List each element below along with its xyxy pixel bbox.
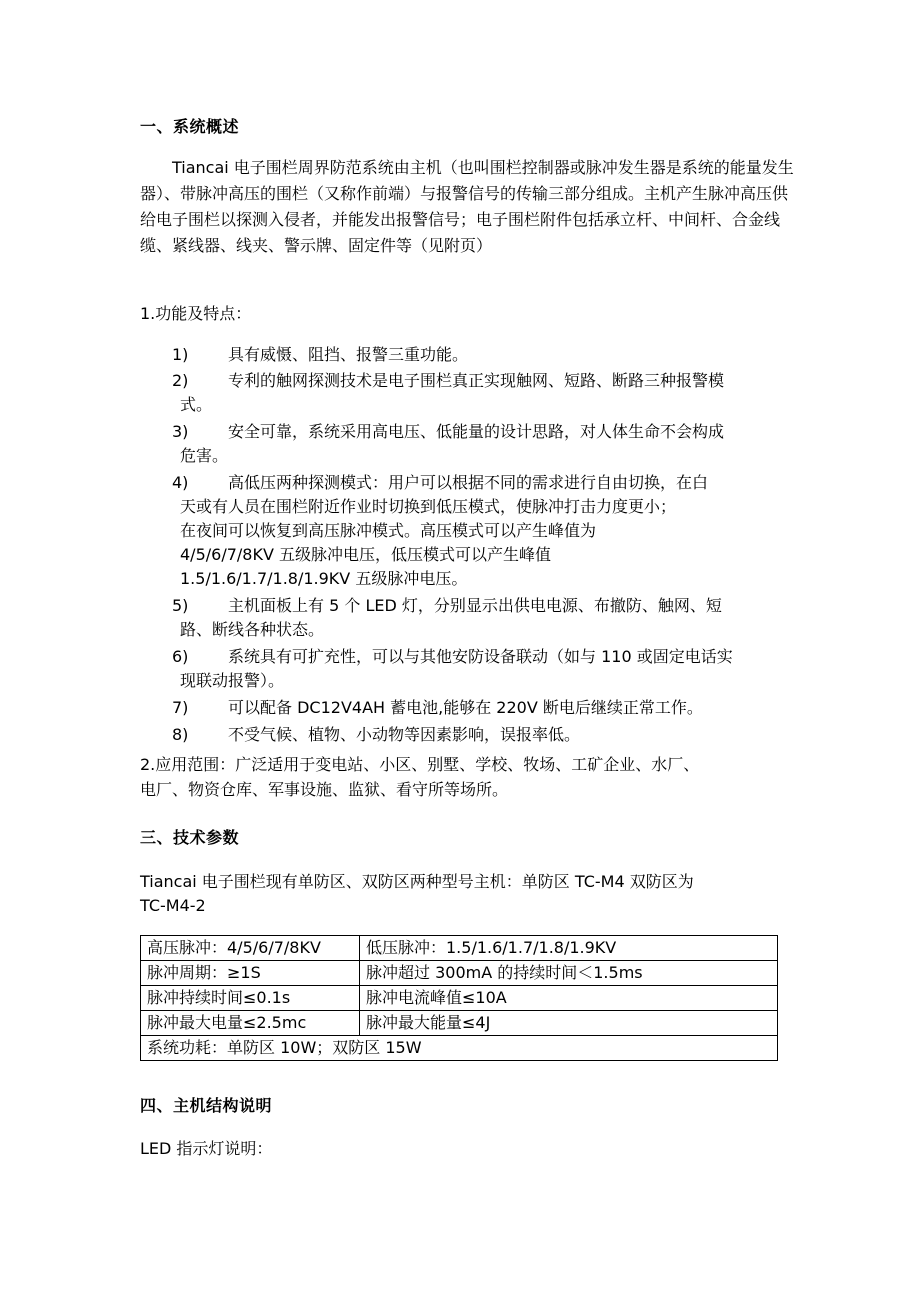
table-cell: 高压脉冲：4/5/6/7/8KV — [141, 936, 360, 961]
application-line-1: 2.应用范围：广泛适用于变电站、小区、别墅、学校、牧场、工矿企业、水厂、 — [140, 755, 700, 774]
table-cell: 脉冲最大能量≤4J — [360, 1011, 778, 1036]
feature-item — [0, 645, 920, 693]
feature-item — [0, 696, 920, 720]
feature-item — [0, 723, 920, 747]
feature-item — [0, 343, 920, 367]
feature-item — [0, 420, 920, 468]
feature-text: 具有威慑、阻挡、报警三重功能。 — [228, 345, 469, 364]
table-row — [141, 1036, 778, 1061]
feature-item — [0, 594, 920, 642]
features-heading: 1.功能及特点： — [140, 304, 252, 323]
feature-number: 1) — [172, 345, 189, 364]
table-cell: 脉冲周期：≥1S — [141, 961, 360, 986]
table-row — [141, 936, 778, 961]
features-list — [0, 343, 920, 744]
feature-text: 不受气候、植物、小动物等因素影响，误报率低。 — [228, 725, 581, 744]
feature-number: 5) — [172, 596, 189, 615]
feature-number: 8) — [172, 725, 189, 744]
feature-item — [0, 471, 920, 591]
feature-text: 安全可靠，系统采用高电压、低能量的设计思路，对人体生命不会构成 危害。 — [180, 422, 725, 465]
section-heading-overview: 一、系统概述 — [140, 117, 240, 136]
table-cell: 脉冲持续时间≤0.1s — [141, 986, 360, 1011]
feature-number: 3) — [172, 422, 189, 441]
table-cell: 脉冲超过 300mA 的持续时间＜1.5ms — [360, 961, 778, 986]
feature-number: 6) — [172, 647, 189, 666]
table-row — [141, 1011, 778, 1036]
feature-number: 4) — [172, 473, 189, 492]
models-line-2: TC-M4-2 — [140, 896, 206, 915]
feature-number: 2) — [172, 371, 189, 390]
led-label: LED 指示灯说明： — [140, 1139, 273, 1158]
feature-text: 可以配备 DC12V4AH 蓄电池,能够在 220V 断电后继续正常工作。 — [228, 698, 703, 717]
spec-table — [140, 935, 778, 1061]
feature-text: 高低压两种探测模式：用户可以根据不同的需求进行自由切换，在白 天或有人员在围栏附近作业时切换到低压模式，使脉冲打击力度更小； 在夜间可以恢复到高压脉冲模式。高压模式可以产生峰值为 4/5/6/7/8KV 五级脉冲电压，低压模式可以产生峰值 1.5/1.6/1.7/1.8/1.9KV 五级脉冲电压。 — [180, 473, 709, 588]
table-cell: 脉冲电流峰值≤10A — [360, 986, 778, 1011]
section-heading-structure: 四、主机结构说明 — [140, 1096, 273, 1115]
feature-number: 7) — [172, 698, 189, 717]
feature-text: 主机面板上有 5 个 LED 灯，分别显示出供电电源、布撤防、触网、短 路、断线各种状态。 — [180, 596, 722, 639]
overview-paragraph: Tiancai 电子围栏周界防范系统由主机（也叫围栏控制器或脉冲发生器是系统的能量发生器）、带脉冲高压的围栏（又称作前端）与报警信号的传输三部分组成。主机产生脉冲高压供给电子围栏以探测入侵者，并能发出报警信号；电子围栏附件包括承立杆、中间杆、合金线缆、紧线器、线夹、警示牌、固定件等（见附页） — [140, 158, 794, 255]
section-heading-tech: 三、技术参数 — [140, 828, 240, 847]
table-cell-footer: 系统功耗：单防区 10W；双防区 15W — [141, 1036, 778, 1061]
table-cell: 脉冲最大电量≤2.5mc — [141, 1011, 360, 1036]
models-line-1: Tiancai 电子围栏现有单防区、双防区两种型号主机：单防区 TC-M4 双防区为 — [140, 872, 694, 891]
feature-text: 专利的触网探测技术是电子围栏真正实现触网、短路、断路三种报警模 式。 — [180, 371, 725, 414]
application-line-2: 电厂、物资仓库、军事设施、监狱、看守所等场所。 — [140, 780, 509, 799]
feature-item — [0, 369, 920, 417]
feature-text: 系统具有可扩充性，可以与其他安防设备联动（如与 110 或固定电话实 现联动报警）。 — [180, 647, 733, 690]
table-row — [141, 986, 778, 1011]
table-row — [141, 961, 778, 986]
table-cell: 低压脉冲：1.5/1.6/1.7/1.8/1.9KV — [360, 936, 778, 961]
